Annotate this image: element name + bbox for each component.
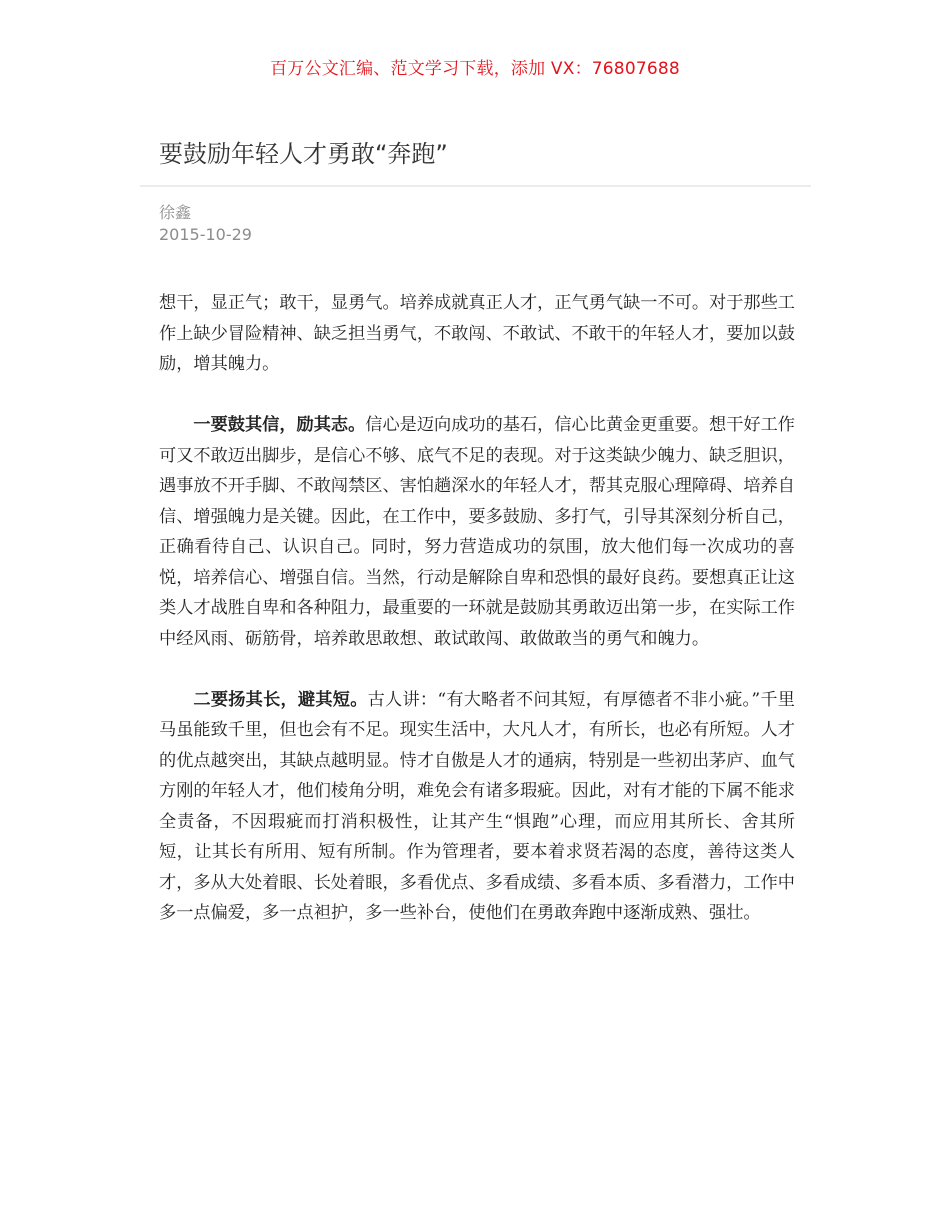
article-body <box>159 288 795 959</box>
paragraph-lead: 一要鼓其信，励其志。 <box>193 415 366 435</box>
paragraph-point-1 <box>159 410 795 654</box>
paragraph-point-2 <box>159 685 795 929</box>
title-divider <box>140 185 811 187</box>
promo-banner: 百万公文汇编、范文学习下载，添加 VX：76807688 <box>270 59 680 79</box>
article-meta <box>159 202 252 246</box>
paragraph-lead: 二要扬其长，避其短。 <box>193 689 368 710</box>
author-name: 徐鑫 <box>159 203 192 222</box>
paragraph-text: 信心是迈向成功的基石，信心比黄金更重要。想干好工作可又不敢迈出脚步，是信心不够、底气不足的表现。对于这类缺少魄力、缺乏胆识，遇事放不开手脚、不敢闯禁区、害怕趟深水的年轻人才，帮其克服心理障碍、培养自信、增强魄力是关键。因此，在工作中，要多鼓励、多打气，引导其深刻分析自己，正确看待自己、认识自己。同时，努力营造成功的氛围，放大他们每一次成功的喜悦，培养信心、增强自信。当然，行动是解除自卑和恐惧的最好良药。要想真正让这类人才战胜自卑和各种阻力，最重要的一环就是鼓励其勇敢迈出第一步，在实际工作中经风雨、砺筋骨，培养敢思敢想、敢试敢闯、敢做敢当的勇气和魄力。 <box>159 415 795 649</box>
article-title: 要鼓励年轻人才勇敢“奔跑” <box>159 140 448 168</box>
paragraph-text: 想干，显正气；敢干，显勇气。培养成就真正人才，正气勇气缺一不可。对于那些工作上缺少冒险精神、缺乏担当勇气，不敢闯、不敢试、不敢干的年轻人才，要加以鼓励，增其魄力。 <box>159 293 795 374</box>
paragraph-intro <box>159 288 795 380</box>
publish-date: 2015-10-29 <box>159 225 252 244</box>
paragraph-text: 古人讲：“有大略者不问其短，有厚德者不非小疵。”千里马虽能致千里，但也会有不足。现实生活中，大凡人才，有所长，也必有所短。人才的优点越突出，其缺点越明显。恃才自傲是人才的通病，特别是一些初出茅庐、血气方刚的年轻人才，他们棱角分明，难免会有诸多瑕疵。因此，对有才能的下属不能求全责备，不因瑕疵而打消积极性，让其产生“惧跑”心理，而应用其所长、舍其所短，让其长有所用、短有所制。作为管理者，要本着求贤若渴的态度，善待这类人才，多从大处着眼、长处着眼，多看优点、多看成绩、多看本质、多看潜力，工作中多一点偏爱，多一点袒护，多一些补台，使他们在勇敢奔跑中逐渐成熟、强壮。 <box>159 689 795 923</box>
